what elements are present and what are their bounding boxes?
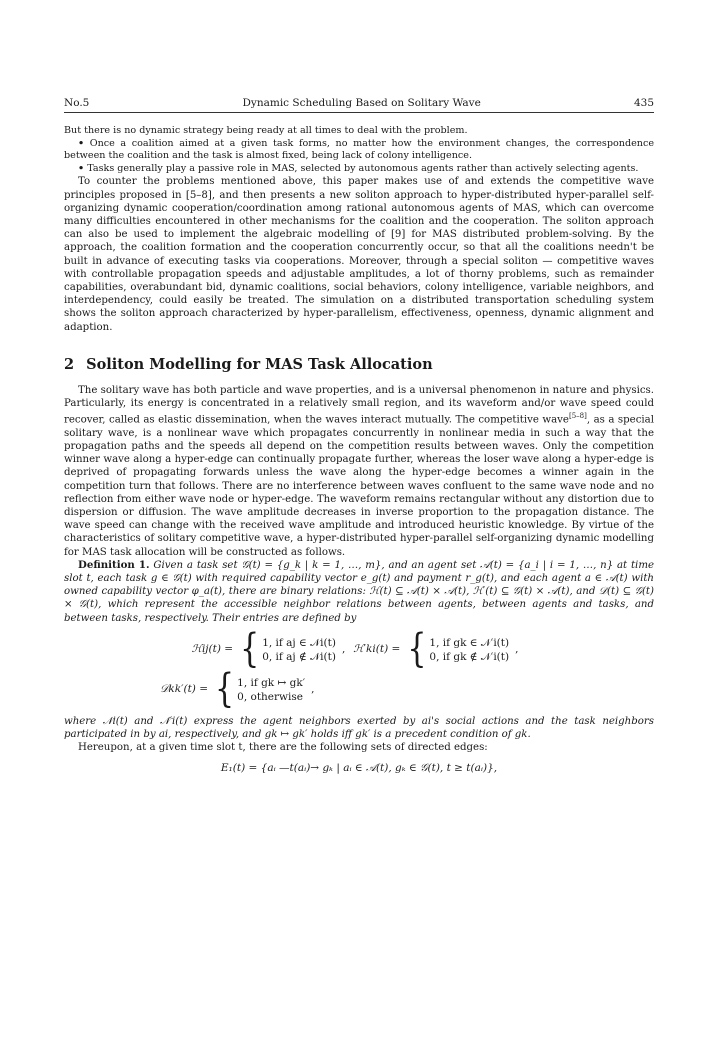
continuation-text: But there is no dynamic strategy being ready at all times to deal with the problem. [64, 125, 468, 136]
section-title: Soliton Modelling for MAS Task Allocation [86, 355, 433, 373]
citation: [5–8] [568, 412, 587, 421]
case-line: 0, if aj ∉ 𝒩i(t) [262, 650, 336, 663]
case-list [237, 676, 305, 704]
hereupon-text: Hereupon, at a given time slot t, there are the following sets of directed edges: [78, 742, 488, 754]
section-heading [64, 356, 654, 374]
piecewise-cases [404, 626, 510, 672]
case-line: 1, if gk ∈ 𝒩′i(t) [429, 636, 510, 649]
paper-page [64, 96, 654, 784]
case-line: 1, if aj ∈ 𝒩i(t) [262, 636, 336, 649]
case-line: 0, otherwise [237, 690, 303, 703]
where-clause: where 𝒩i(t) and 𝒩′i(t) express the agent neighbors exerted by ai's social actions and the task neighbors participated in by ai, respectively, and gk ↦ gk′ holds iff gk′ is a precedent condition of gk. [64, 715, 654, 741]
left-brace: { [240, 626, 260, 672]
page-number: 435 [633, 97, 654, 109]
paragraph-text: The solitary wave has both particle and wave properties, and is a universal phenomenon in nature and physics. Particularly, its energy is concentrated in a relatively small region, and its waveform and/or wave speed could recover, called as elastic dissemination, when the waves interact mutually. The competitive wave [64, 384, 654, 426]
case-list [429, 636, 509, 664]
bullet-icon: • [78, 162, 85, 174]
definition-paragraph [64, 559, 654, 625]
bullet-item [64, 163, 654, 176]
running-title: Dynamic Scheduling Based on Solitary Wave [242, 97, 481, 109]
equation-h [64, 626, 654, 672]
definition-text: Given a task set 𝒢(t) = {g_k | k = 1, …, m}, and an agent set 𝒜(t) = {a_i | i = 1, …, n} at time slot t, each task g ∈ 𝒢(t) with required capability vector e_g(t) and payment r_g(t), and each agent a ∈ 𝒜(t) with owned capability vector φ_a(t), there are binary relations: ℋ(t) ⊆ 𝒜(t) × 𝒜(t), ℋ′(t) ⊆ 𝒢(t) × 𝒜(t), and 𝒟(t) ⊆ 𝒢(t) × 𝒢(t), which represent the accessible neighbor relations between agents, between agents and tasks, and between tasks, respectively. Their entries are defined by [64, 559, 655, 624]
equation-lhs: ℋij(t) = [191, 643, 234, 656]
bullet-item [64, 138, 654, 163]
equation-lhs: 𝒟kk′(t) = [160, 683, 209, 696]
equation-separator: , [515, 643, 519, 656]
left-brace: { [215, 666, 235, 712]
case-line: 0, if gk ∉ 𝒩′i(t) [429, 650, 510, 663]
equation-e1: E₁(t) = {aᵢ —t(aᵢ)→ gₖ | aᵢ ∈ 𝒜(t), gₖ ∈ 𝒢(t), t ≥ t(aᵢ)}, [220, 762, 498, 775]
piecewise-cases [237, 626, 336, 672]
running-header [64, 96, 654, 113]
bullet-text: Once a coalition aimed at a given task forms, no matter how the environment changes, the correspondence between the coalition and the task is almost fixed, being lack of colony intelligence. [64, 137, 654, 162]
issue-number: No.5 [64, 97, 90, 109]
left-brace: { [407, 626, 427, 672]
equation-separator: , [311, 683, 315, 696]
paragraph-text: , as a special solitary wave, is a nonlinear wave which propagates concurrently in nonlinear media in such a way that the propagation paths and the speeds all depend on the competition results between waves. Only the competition winner wave along a hyper-edge can continually propagate further, whereas the loser wave along a hyper-edge is deprived of propagating forwards unless the wave along the hyper-edge becomes a winner again in the competition turn that follows. There are no interference between waves confluent to the same wave node and no reflection from either wave node or hyper-edge. The waveform remains rectangular without any distortion due to dispersion or diffusion. The wave amplitude decreases in inverse proportion to the propagation distance. The wave speed can change with the received wave amplitude and introduced heuristic knowledge. By virtue of the characteristics of solitary competitive wave, a hyper-distributed hyper-parallel self-organizing dynamic modelling for MAS task allocation will be constructed as follows. [64, 414, 655, 558]
case-list [262, 636, 336, 664]
definition-label: Definition 1. [78, 558, 150, 571]
piecewise-cases [212, 666, 306, 712]
page-body [64, 125, 654, 776]
case-line: 1, if gk ↦ gk′ [237, 676, 306, 689]
equation-d [64, 666, 654, 712]
bullet-icon: • [78, 137, 85, 149]
equation-separator: , [341, 643, 346, 656]
section-number: 2 [64, 355, 75, 373]
intro-paragraph: To counter the problems mentioned above, this paper makes use of and extends the competitive wave principles proposed in [5–8], and then presents a new soliton approach to hyper-distributed hyper-parallel self-organizing dynamic cooperation/coordination among rational autonomous agents of MAS, which can overcome many difficulties encountered in other mechanisms for the coalition and the cooperation. The soliton approach can also be used to implement the algebraic modelling of [9] for MAS distributed problem-solving. By the approach, the coalition formation and the cooperation concurrently occur, so that all the coalitions needn't be built in advance of executing tasks via cooperations. Moreover, through a special soliton — competitive waves with controllable propagation speeds and adjustable amplitudes, a lot of thorny problems, such as remainder capabilities, overabundant bid, dynamic coalitions, social behaviors, colony intelligence, variable neighbors, and interdependency, could easily be treated. The simulation on a distributed transportation scheduling system shows the soliton approach characterized by hyper-parallelism, effectiveness, openness, dynamic alignment and adaption. [64, 176, 654, 333]
section-paragraph [64, 384, 654, 559]
equation-lhs: ℋ′ki(t) = [353, 643, 401, 656]
bullet-text: Tasks generally play a passive role in MAS, selected by autonomous agents rather than actively selecting agents. [87, 162, 639, 174]
